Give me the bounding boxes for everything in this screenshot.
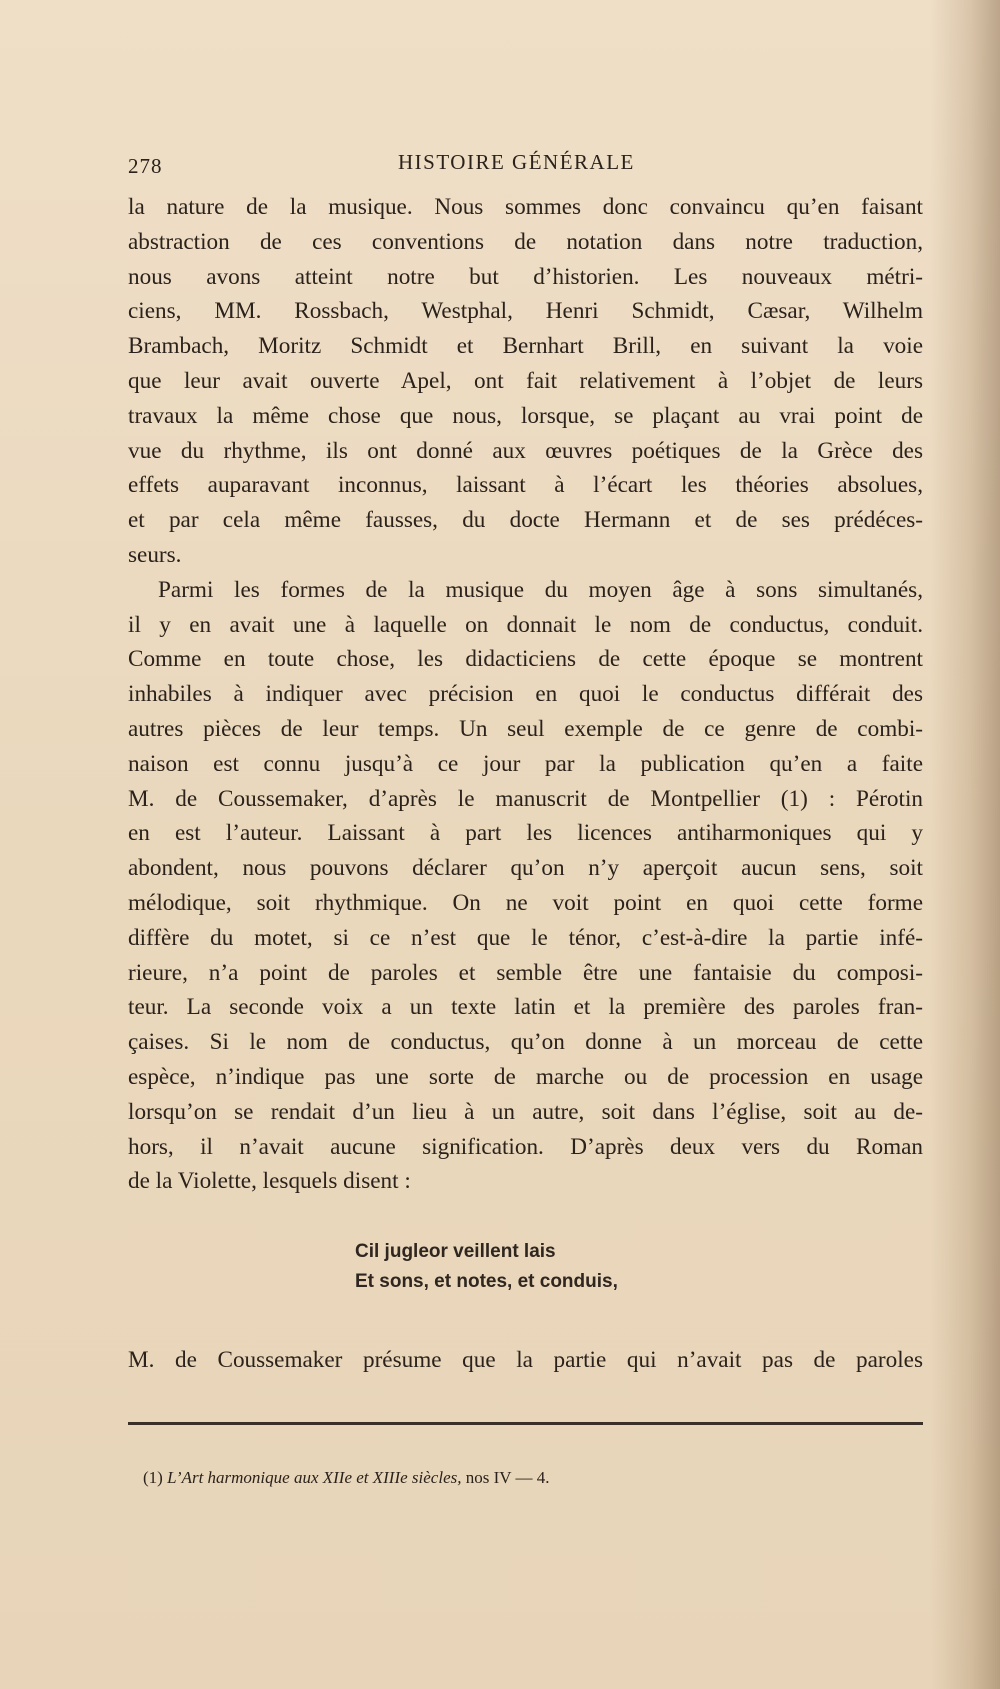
verse-quote <box>355 1237 755 1297</box>
footnote <box>143 1468 550 1488</box>
text-line: vue du rhythme, ils ont donné aux œuvres poétiques de la Grèce des <box>128 437 923 464</box>
text-line: naison est connu jusqu’à ce jour par la publication qu’en a faite <box>128 750 923 777</box>
text-line: abstraction de ces conventions de notation dans notre traduction, <box>128 228 923 255</box>
text-line: ciens, MM. Rossbach, Westphal, Henri Schmidt, Cæsar, Wilhelm <box>128 298 923 325</box>
text-line: M. de Coussemaker, d’après le manuscrit de Montpellier (1) : Pérotin <box>128 785 923 812</box>
text-line: et par cela même fausses, du docte Hermann et de ses prédéces- <box>128 507 923 534</box>
text-line: travaux la même chose que nous, lorsque, se plaçant au vrai point de <box>128 402 923 429</box>
verse-line: Cil jugleor veillent lais <box>355 1241 556 1262</box>
text-line: il y en avait une à laquelle on donnait le nom de conductus, conduit. <box>128 611 923 638</box>
body-text <box>128 190 923 1199</box>
text-line: lorsqu’on se rendait d’un lieu à un autre, soit dans l’église, soit au de- <box>128 1098 923 1125</box>
text-line: autres pièces de leur temps. Un seul exemple de ce genre de combi- <box>128 715 923 742</box>
running-title: HISTOIRE GÉNÉRALE <box>398 150 635 174</box>
text-line: çaises. Si le nom de conductus, qu’on donne à un morceau de cette <box>128 1029 923 1056</box>
footnote-rule <box>128 1422 923 1425</box>
text-line: Brambach, Moritz Schmidt et Bernhart Brill, en suivant la voie <box>128 333 923 360</box>
footnote-title: L’Art harmonique aux XIIe et XIIIe siècles, <box>167 1468 462 1487</box>
text-line: hors, il n’avait aucune signification. D’après deux vers du Roman <box>128 1133 923 1160</box>
text-line: de la Violette, lesquels disent : <box>128 1168 411 1195</box>
footnote-mark: (1) <box>143 1468 163 1487</box>
page-number: 278 <box>128 154 163 178</box>
text-line: abondent, nous pouvons déclarer qu’on n’y aperçoit aucun sens, soit <box>128 855 923 882</box>
text-line: nous avons atteint notre but d’historien. Les nouveaux métri- <box>128 263 923 290</box>
verse-line: Et sons, et notes, et conduis, <box>355 1271 618 1292</box>
text-line: diffère du motet, si ce n’est que le ténor, c’est-à-dire la partie infé- <box>128 924 923 951</box>
text-line: que leur avait ouverte Apel, ont fait relativement à l’objet de leurs <box>128 367 923 394</box>
text-line: seurs. <box>128 541 182 568</box>
text-line: teur. La seconde voix a un texte latin et la première des paroles fran- <box>128 994 923 1021</box>
footnote-reference: nos IV — 4. <box>465 1468 550 1487</box>
page-header <box>128 150 923 180</box>
text-line: Comme en toute chose, les didacticiens de cette époque se montrent <box>128 646 923 673</box>
text-line: en est l’auteur. Laissant à part les licences antiharmoniques qui y <box>128 820 923 847</box>
text-line: Parmi les formes de la musique du moyen âge à sons simultanés, <box>158 576 923 603</box>
text-line: effets auparavant inconnus, laissant à l’écart les théories absolues, <box>128 472 923 499</box>
closing-text-line: M. de Coussemaker présume que la partie qui n’avait pas de paroles <box>128 1347 923 1373</box>
text-line: mélodique, soit rhythmique. On ne voit point en quoi cette forme <box>128 889 923 916</box>
text-line: rieure, n’a point de paroles et semble être une fantaisie du composi- <box>128 959 923 986</box>
text-line: la nature de la musique. Nous sommes donc convaincu qu’en faisant <box>128 194 923 220</box>
text-line: espèce, n’indique pas une sorte de marche ou de procession en usage <box>128 1063 923 1090</box>
text-line: inhabiles à indiquer avec précision en quoi le conductus différait des <box>128 681 923 708</box>
